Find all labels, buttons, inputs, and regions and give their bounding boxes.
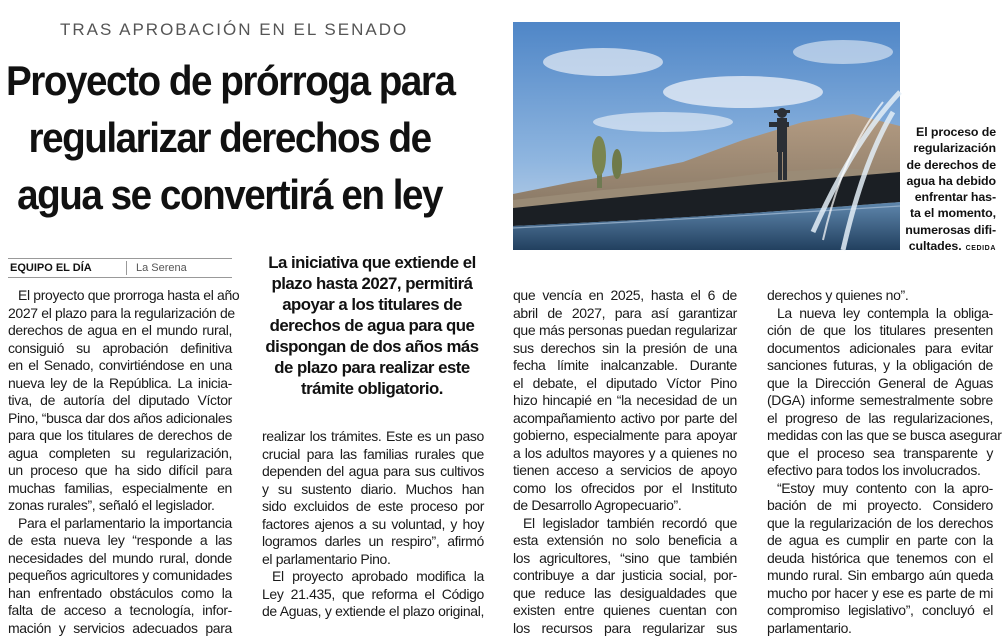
- body-text: sanciones futuras, y la obligación de: [767, 357, 993, 373]
- body-text: derechos y quienes no”.: [767, 287, 908, 303]
- body-text: acompañamiento activo por parte del: [513, 410, 737, 426]
- body-text-line: [262, 446, 484, 464]
- body-text-line: [767, 532, 993, 550]
- body-text-line: [513, 322, 737, 340]
- body-text-line: [513, 497, 737, 515]
- body-text: agua completen su regularización,: [8, 445, 232, 461]
- caption-line: agua ha debido: [902, 173, 996, 189]
- body-text-line: [767, 410, 993, 428]
- pull-quote-line: derechos de agua para que: [262, 315, 482, 336]
- body-text-line: [513, 410, 737, 428]
- body-text: derechos de agua en el mundo rural,: [8, 322, 232, 338]
- body-text-line: [767, 462, 993, 480]
- byline: [8, 258, 232, 278]
- body-text: mundo rural. Sin embargo aún queda: [767, 567, 993, 583]
- body-text-line: [262, 516, 484, 534]
- pull-quote-line: dispongan de dos años más: [262, 336, 482, 357]
- body-text-line: [8, 427, 232, 445]
- body-text: el parlamentario Pino.: [262, 551, 391, 567]
- body-text-line: [513, 375, 737, 393]
- body-text-line: [513, 340, 737, 358]
- body-text-line: [262, 533, 484, 551]
- body-column-2: [262, 428, 484, 621]
- kicker: TRAS APROBACIÓN EN EL SENADO: [60, 20, 460, 40]
- body-text-line: [767, 340, 993, 358]
- body-text: de agua es cumplir en parte con la: [767, 532, 993, 548]
- body-column-3: [513, 287, 737, 637]
- caption-line: regularización: [902, 140, 996, 156]
- body-text: ción de que los titulares presenten: [767, 322, 993, 338]
- body-text-line: [767, 357, 993, 375]
- body-text-line: [513, 550, 737, 568]
- caption-line: enfrentar has-: [902, 189, 996, 205]
- body-text-line: [513, 532, 737, 550]
- body-text: documentos adicionales para evitar: [767, 340, 993, 356]
- body-text-line: [8, 375, 232, 393]
- body-text-line: [513, 445, 737, 463]
- body-text-line: [8, 392, 232, 410]
- headline-line: agua se convertirá en ley: [6, 166, 453, 223]
- body-text-line: [262, 463, 484, 481]
- body-text: que el proceso sea transparente y: [767, 445, 993, 461]
- body-text: deuda histórica que tenemos con el: [767, 550, 993, 566]
- body-text: 2027 el plazo para la regularización de: [8, 305, 235, 321]
- body-text: que vencía en 2025, hasta el 6 de: [513, 287, 737, 303]
- body-text-line: [513, 602, 737, 620]
- body-column-4: [767, 287, 993, 637]
- body-text: (DGA) informe semestralmente sobre: [767, 392, 993, 408]
- body-text-line: [513, 427, 737, 445]
- body-text-line: [767, 550, 993, 568]
- body-text-line: [8, 445, 232, 463]
- body-text: “Estoy muy contento con la apro-: [777, 480, 993, 496]
- body-text: que la regularización de los derechos: [767, 515, 993, 531]
- body-text-line: [513, 620, 737, 637]
- body-text: realizar los trámites. Este es un paso: [262, 428, 484, 444]
- byline-location: La Serena: [136, 259, 187, 277]
- byline-divider: [126, 261, 127, 275]
- body-text-line: [513, 287, 737, 305]
- body-text: parlamentario.: [767, 620, 852, 636]
- body-text: hizo hincapié en “la necesidad de un: [513, 392, 737, 408]
- caption-line: ta el momento,: [902, 205, 996, 221]
- headline-line: Proyecto de prórroga para: [6, 52, 453, 109]
- body-text: bación de mi proyecto. Considero: [767, 497, 993, 513]
- body-text-line: [513, 515, 737, 533]
- body-text-line: [767, 287, 993, 305]
- pull-quote-line: apoyar a los titulares de: [262, 294, 482, 315]
- body-text-line: [8, 602, 232, 620]
- body-text-line: [513, 392, 737, 410]
- body-text: mucho por hacer y ese es parte de mi: [767, 585, 993, 601]
- body-text-line: [767, 515, 993, 533]
- body-text: los recursos para regularizar sus: [513, 620, 737, 636]
- headline-line: regularizar derechos de: [6, 109, 453, 166]
- pull-quote-line: plazo hasta 2027, permitirá: [262, 273, 482, 294]
- body-text-line: [513, 462, 737, 480]
- body-text-line: [513, 357, 737, 375]
- body-text-line: [767, 480, 993, 498]
- body-text-line: [8, 410, 232, 428]
- body-text: contribuye a dar justicia social, por-: [513, 567, 737, 583]
- body-text-line: [513, 585, 737, 603]
- body-text: los agricultores, “sino que también: [513, 550, 737, 566]
- body-text: mación y servicios adecuados para: [8, 620, 232, 636]
- body-text: y su sustento diario. Muchos han: [262, 481, 484, 497]
- photo-credit: CEDIDA: [966, 245, 996, 252]
- body-text: crucial para las familias rurales que: [262, 446, 484, 462]
- body-text: El proyecto que prorroga hasta el año: [18, 287, 239, 303]
- body-text: abril de 2027, para así garantizar: [513, 305, 737, 321]
- byline-author: EQUIPO EL DÍA: [10, 262, 92, 274]
- body-text-line: [767, 585, 993, 603]
- body-text: tienen acceso a servicios de apoyo: [513, 462, 737, 478]
- body-text: pequeños agricultores y comunidades: [8, 567, 232, 583]
- body-text: Para el parlamentario la importancia: [18, 515, 232, 531]
- caption-line: [902, 238, 996, 257]
- body-text: han enfrentado obstáculos como la: [8, 585, 232, 601]
- body-text: zonas rurales”, señaló el legislador.: [8, 497, 215, 513]
- body-text: esta extensión no solo beneficia a: [513, 532, 737, 548]
- body-text: sido excluidos de este proceso por: [262, 498, 484, 514]
- body-text: logramos darles un respiro”, afirmó: [262, 533, 484, 549]
- body-text-line: [767, 497, 993, 515]
- body-text-line: [262, 568, 484, 586]
- body-text-line: [8, 620, 232, 637]
- body-text-line: [767, 620, 993, 637]
- body-text-line: [262, 551, 484, 569]
- body-text-line: [8, 322, 232, 340]
- body-text-line: [513, 567, 737, 585]
- body-text-line: [8, 357, 232, 375]
- caption-last-text: cultades.: [909, 239, 962, 253]
- body-text-line: [8, 480, 232, 498]
- body-text: a los adultos mayores y a quienes no: [513, 445, 737, 461]
- body-text: compromiso legislativo”, concluyó el: [767, 602, 993, 618]
- headline: [6, 52, 453, 223]
- body-text-line: [767, 305, 993, 323]
- body-text: que la Dirección General de Aguas: [767, 375, 993, 391]
- body-text-line: [262, 498, 484, 516]
- body-text-line: [767, 445, 993, 463]
- body-text: fecha límite inalcanzable. Durante: [513, 357, 737, 373]
- body-text-line: [767, 375, 993, 393]
- body-text-line: [8, 567, 232, 585]
- body-column-1: [8, 287, 232, 637]
- body-text: La nueva ley contempla la obliga-: [777, 305, 993, 321]
- body-text-line: [262, 586, 484, 604]
- body-text-line: [767, 602, 993, 620]
- body-text: Ley 21.435, que reforma el Código: [262, 586, 484, 602]
- body-text-line: [767, 392, 993, 410]
- body-text-line: [8, 515, 232, 533]
- article-photo: [513, 22, 900, 250]
- body-text: existen entre quienes cuentan con: [513, 602, 737, 618]
- body-text: El legislador también recordó que: [523, 515, 737, 531]
- body-text: nueva ley de la República. La inicia-: [8, 375, 232, 391]
- pull-quote-line: de plazo para realizar este: [262, 357, 482, 378]
- body-text: el debate, el diputado Víctor Pino: [513, 375, 737, 391]
- body-text: sus derechos sin la presión de una: [513, 340, 737, 356]
- caption-line: numerosas difi-: [902, 222, 996, 238]
- body-text-line: [262, 603, 484, 621]
- body-text-line: [8, 340, 232, 358]
- body-text-line: [8, 550, 232, 568]
- body-text-line: [8, 532, 232, 550]
- body-text: que más personas puedan regularizar: [513, 322, 737, 338]
- body-text-line: [8, 585, 232, 603]
- body-text: dependen del agua para sus cultivos: [262, 463, 484, 479]
- photo-illustration: [513, 22, 900, 250]
- body-text-line: [767, 567, 993, 585]
- body-text-line: [767, 322, 993, 340]
- body-text: Pino, “busca dar dos años adicionales: [8, 410, 232, 426]
- photo-caption: [902, 124, 996, 257]
- body-text: en el Senado, convirtiéndose en una: [8, 357, 232, 373]
- pull-quote: [262, 252, 482, 399]
- body-text: El proyecto aprobado modifica la: [272, 568, 484, 584]
- body-text: para que los titulares de derechos de: [8, 427, 232, 443]
- body-text: necesidades del mundo rural, donde: [8, 550, 232, 566]
- body-text-line: [262, 428, 484, 446]
- body-text-line: [8, 497, 232, 515]
- body-text: el progreso de las regularizaciones,: [767, 410, 993, 426]
- pull-quote-line: trámite obligatorio.: [262, 378, 482, 399]
- caption-line: de derechos de: [902, 157, 996, 173]
- body-text: un proceso que ha sido difícil para: [8, 462, 232, 478]
- body-text-line: [262, 481, 484, 499]
- body-text-line: [8, 287, 232, 305]
- body-text: falta de acceso a tecnología, infor-: [8, 602, 232, 618]
- body-text: de Aguas, y extiende el plazo original,: [262, 603, 484, 619]
- caption-line: El proceso de: [902, 124, 996, 140]
- pull-quote-line: La iniciativa que extiende el: [262, 252, 482, 273]
- body-text: muchas familias, especialmente en: [8, 480, 232, 496]
- body-text: factores ajenos a su voluntad, y hoy: [262, 516, 484, 532]
- body-text: de esta nueva ley “responde a las: [8, 532, 232, 548]
- body-text-line: [767, 427, 993, 445]
- body-text-line: [513, 305, 737, 323]
- body-text-line: [8, 305, 232, 323]
- body-text: que reduce las desigualdades que: [513, 585, 737, 601]
- body-text-line: [8, 462, 232, 480]
- body-text: consiguió su aprobación definitiva: [8, 340, 232, 356]
- body-text: tiva, de autoría del diputado Víctor: [8, 392, 232, 408]
- body-text: gobierno, especialmente para apoyar: [513, 427, 737, 443]
- body-text: medidas con las que se busca asegurar: [767, 427, 1002, 443]
- body-text: como los ofrecidos por el Instituto: [513, 480, 737, 496]
- body-text: de Desarrollo Agropecuario”.: [513, 497, 681, 513]
- body-text: efectivo para todos los involucrados.: [767, 462, 981, 478]
- body-text-line: [513, 480, 737, 498]
